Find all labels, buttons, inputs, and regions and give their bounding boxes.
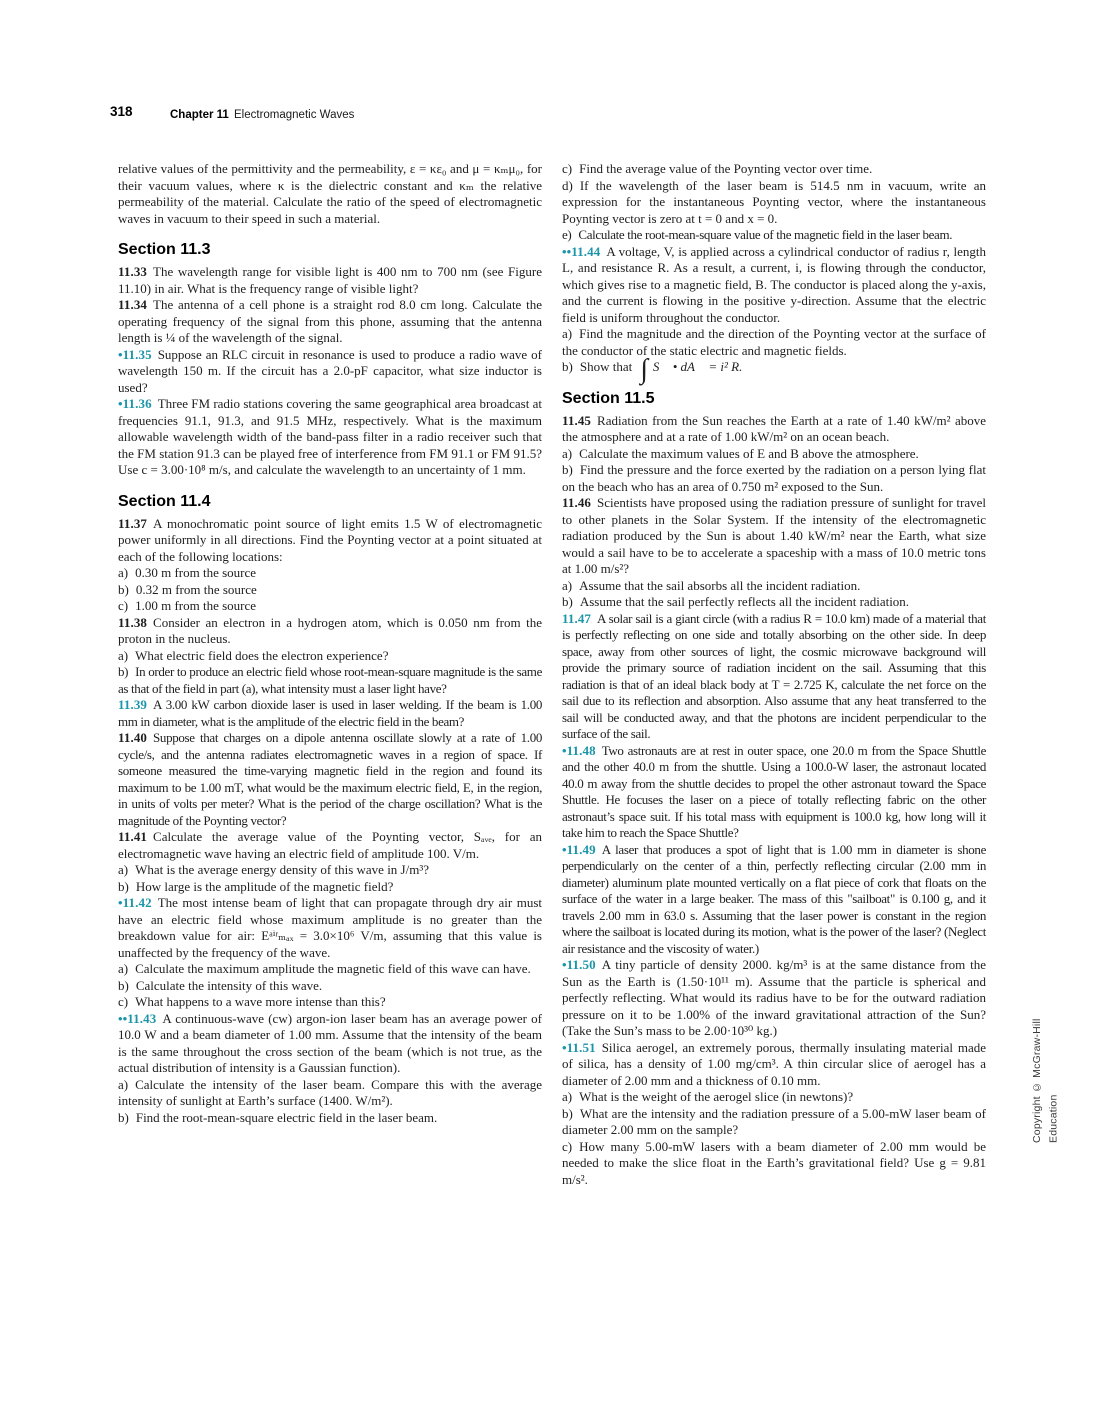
problem-number: •11.51 bbox=[562, 1039, 596, 1055]
problem-text: The antenna of a cell phone is a straight rod 8.0 cm long. Calculate the operating frequency of the signal from this phone, assuming that the antenna length is ¼ of the wavelength of the signal. bbox=[118, 297, 542, 345]
part-item bbox=[118, 1077, 542, 1110]
part-label: c) bbox=[118, 598, 129, 613]
part-label: a) bbox=[562, 1089, 573, 1104]
part-text: Assume that the sail absorbs all the incident radiation. bbox=[579, 577, 861, 593]
problem-text: A solar sail is a giant circle (with a radius R = 10.0 km) made of a material that is perfectly reflecting on one side and totally absorbing on the other side. In deep space, away from other sources of light, the cosmic microwave background will provide the primary source of radiation incident on the sail. Assuming that this radiation is that of an ideal black body at T = 2.725 K, calculate the net force on the sail due to its reflection and absorption. Also assume that any heat transferred to the sail will be conducted away, and that the photons are incident perpendicular to the surface of the sail. bbox=[562, 610, 986, 741]
problem-11.46 bbox=[562, 495, 986, 578]
part-item bbox=[118, 978, 542, 995]
problem-text: Scientists have proposed using the radiation pressure of sunlight for travel to other planets in the Solar System. If the intensity of the electromagnetic radiation produced by the Sun is about 1.40 kW/m² near the Earth, what size would a sail have to be to accelerate a spaceship with a mass of 10.0 metric tons at 1.00 m/s²? bbox=[562, 495, 986, 576]
part-text: Find the root-mean-square electric field in the laser beam. bbox=[135, 1109, 438, 1125]
problem-number: •11.42 bbox=[118, 895, 152, 910]
problem-number: 11.37 bbox=[118, 515, 148, 531]
part-item bbox=[118, 994, 542, 1011]
part-label: c) bbox=[118, 994, 129, 1009]
problem-11.45 bbox=[562, 413, 986, 446]
page-number: 318 bbox=[110, 104, 133, 119]
problem-11.50 bbox=[562, 957, 986, 1040]
part-label: b) bbox=[118, 664, 129, 679]
part-text: Find the pressure and the force exerted by the radiation on a person lying flat on the beach who has an area of 0.750 m² exposed to the Sun. bbox=[562, 462, 986, 494]
part-label: a) bbox=[118, 862, 129, 877]
problem-number: 11.47 bbox=[562, 610, 592, 626]
part-text: What happens to a wave more intense than this? bbox=[135, 994, 386, 1009]
problem-text: Consider an electron in a hydrogen atom, which is 0.050 nm from the proton in the nucleus. bbox=[118, 614, 542, 646]
problem-text: A tiny particle of density 2000. kg/m³ is at the same distance from the Sun as the Earth is (1.50·10¹¹ m). Assume that the particle is spherical and perfectly reflecting. What would its radius have to be for the outward radiation pressure on it to be 1.00% of the inward gravitational attraction of the Sun? (Take the Sun’s mass to be 2.00·10³⁰ kg.) bbox=[562, 957, 986, 1038]
part-label: c) bbox=[562, 161, 573, 176]
part-label: d) bbox=[562, 177, 573, 193]
formula-expression: S⃗ • dA⃗ = i² R. bbox=[652, 359, 743, 374]
problem-11.33 bbox=[118, 264, 542, 297]
problem-text: Calculate the average value of the Poynting vector, Sₐᵥₑ, for an electromagnetic wave having an electric field of amplitude 100. V/m. bbox=[118, 829, 542, 861]
part-item bbox=[118, 565, 542, 582]
part-label: b) bbox=[562, 359, 573, 374]
problem-text: Suppose that charges on a dipole antenna oscillate slowly at a rate of 1.00 cycle/s, and the antenna radiates electromagnetic waves in a region of space. If someone measured the time-varying magnetic field in the region and found its maximum to be 1.00 mT, what would be the maximum electric field, E, in the region, in units of volts per meter? What is the period of the charge oscillation? What is the magnitude of the Poynting vector? bbox=[118, 730, 542, 828]
problem-number: 11.38 bbox=[118, 614, 148, 630]
part-label: e) bbox=[562, 227, 572, 242]
part-text: 0.30 m from the source bbox=[135, 565, 257, 580]
part-text: How many 5.00-mW lasers with a beam diameter of 2.00 mm would be needed to make the slice float in the Earth’s gravitational field? Use g = 9.81 m/s². bbox=[562, 1138, 986, 1187]
part-item bbox=[562, 462, 986, 495]
problem-text: Two astronauts are at rest in outer space, one 20.0 m from the Space Shuttle and the other 40.0 m from the shuttle. Using a 100.0-W laser, the astronaut located 40.0 m away from the shuttle decides to propel the other astronaut toward the Space Shuttle. He focuses the laser on a piece of totally reflecting fabric on the other astronaut’s space suit. If his total mass with equipment is 100.0 kg, how long will it take him to reach the Space Shuttle? bbox=[562, 742, 986, 840]
left-column bbox=[118, 161, 542, 1126]
chapter-title: Electromagnetic Waves bbox=[234, 109, 355, 121]
part-item bbox=[562, 178, 986, 228]
problem-number: 11.33 bbox=[118, 264, 148, 279]
part-label: a) bbox=[562, 577, 573, 593]
problem-text: A monochromatic point source of light emits 1.5 W of electromagnetic power uniformly in all directions. Find the Poynting vector at a point situated at each of the following locations: bbox=[118, 515, 542, 564]
problem-number: 11.46 bbox=[562, 495, 592, 510]
problem-11.39 bbox=[118, 697, 542, 730]
part-item bbox=[562, 594, 986, 611]
problem-number: ••11.43 bbox=[118, 1010, 157, 1026]
part-text: What is the weight of the aerogel slice (in newtons)? bbox=[579, 1089, 854, 1104]
problem-number: 11.39 bbox=[118, 697, 148, 712]
part-item bbox=[562, 326, 986, 359]
part-text: 1.00 m from the source bbox=[135, 598, 257, 613]
problem-11.47 bbox=[562, 611, 986, 743]
section-heading: Section 11.3 bbox=[118, 241, 211, 258]
problem-number: •11.50 bbox=[562, 957, 596, 972]
problem-text: A continuous-wave (cw) argon-ion laser beam has an average power of 10.0 W and a beam diameter of 1.00 mm. Assume that the intensity of the beam is the same throughout the cross section of the beam (which is not true, as the actual distribution of intensity is a Gaussian function). bbox=[118, 1010, 542, 1075]
problem-11.34 bbox=[118, 297, 542, 347]
problem-11.51 bbox=[562, 1040, 986, 1090]
part-label: b) bbox=[562, 1105, 573, 1121]
part-label: b) bbox=[118, 878, 129, 894]
part-label: a) bbox=[562, 326, 573, 341]
problem-11.44 bbox=[562, 244, 986, 327]
problem-11.41 bbox=[118, 829, 542, 862]
part-text: 0.32 m from the source bbox=[135, 581, 257, 597]
part-label: b) bbox=[562, 594, 573, 609]
part-item bbox=[562, 161, 986, 178]
section-heading: Section 11.5 bbox=[562, 389, 655, 407]
chapter-label: Chapter 11 bbox=[170, 109, 229, 121]
part-item-formula bbox=[562, 354, 986, 385]
problem-number: 11.45 bbox=[562, 412, 592, 428]
part-text: Calculate the maximum amplitude the magnetic field of this wave can have. bbox=[135, 961, 531, 976]
part-text: Calculate the intensity of the laser beam. Compare this with the average intensity of sunlight at Earth’s surface (1400. W/m²). bbox=[118, 1076, 542, 1108]
part-item bbox=[562, 1106, 986, 1139]
part-label: a) bbox=[118, 961, 129, 976]
part-label: a) bbox=[118, 647, 129, 663]
problem-11.43 bbox=[118, 1011, 542, 1077]
problem-11.37 bbox=[118, 516, 542, 566]
part-text: What is the average energy density of this wave in J/m³? bbox=[135, 862, 430, 877]
problem-number: 11.40 bbox=[118, 730, 148, 745]
part-item bbox=[118, 961, 542, 978]
problem-text: A laser that produces a spot of light that is 1.00 mm in diameter is shone perpendicularly on the center of a thin, perfectly reflecting circular (2.00 mm in diameter) aluminum plate mounted vertically on a flat piece of cork that floats on the surface of the water in a large beaker. The mass of this "sailboat" is 0.100 g, and it travels 2.00 mm in 63.0 s. Assuming that the laser power is constant in the region where the sailboat is located during its motion, what is the power of the laser? (Neglect air resistance and the viscosity of water.) bbox=[562, 841, 986, 956]
problem-11.35 bbox=[118, 347, 542, 397]
problem-text: Radiation from the Sun reaches the Earth at a rate of 1.40 kW/m² above the atmosphere and at a rate of 1.00 kW/m² on an ocean beach. bbox=[562, 412, 986, 444]
part-label: a) bbox=[118, 1076, 129, 1092]
part-label: b) bbox=[118, 1109, 129, 1125]
section-heading: Section 11.4 bbox=[118, 492, 211, 510]
problem-11.49 bbox=[562, 842, 986, 958]
part-label: c) bbox=[562, 1138, 573, 1154]
problem-number: •11.36 bbox=[118, 396, 152, 411]
integral-sign: ∫ bbox=[640, 354, 648, 385]
part-item bbox=[562, 227, 986, 244]
problem-text: A 3.00 kW carbon dioxide laser is used in laser welding. If the beam is 1.00 mm in diameter, what is the amplitude of the electric field in the beam? bbox=[118, 697, 542, 729]
part-text: Assume that the sail perfectly reflects all the incident radiation. bbox=[579, 594, 910, 609]
part-item bbox=[118, 879, 542, 896]
problem-11.48 bbox=[562, 743, 986, 842]
part-text: Find the magnitude and the direction of the Poynting vector at the surface of the conductor of the static electric and magnetic fields. bbox=[562, 326, 986, 358]
problem-11.38 bbox=[118, 615, 542, 648]
problem-number: 11.34 bbox=[118, 297, 148, 312]
part-item bbox=[562, 1089, 986, 1106]
formula-lead: Show that bbox=[579, 359, 633, 374]
problem-text: Suppose an RLC circuit in resonance is used to produce a radio wave of wavelength 150 m. If the circuit has a 2.0-pF capacitor, what size inductor is used? bbox=[118, 346, 542, 395]
part-item bbox=[562, 1139, 986, 1189]
part-item bbox=[118, 648, 542, 665]
problem-text: A voltage, V, is applied across a cylindrical conductor of radius r, length L, and resistance R. As a result, a current, i, is flowing through the conductor, which gives rise to a magnetic field, B. The conductor is placed along the y-axis, and the current is flowing in the positive y-direction. Assume that the electric field is uniform throughout the conductor. bbox=[562, 243, 986, 325]
part-item bbox=[118, 862, 542, 879]
problem-number: •11.49 bbox=[562, 841, 596, 857]
part-text: What electric field does the electron experience? bbox=[135, 647, 389, 663]
part-label: a) bbox=[562, 445, 573, 461]
problem-number: ••11.44 bbox=[562, 243, 601, 259]
part-item bbox=[562, 446, 986, 463]
problem-text: The wavelength range for visible light is 400 nm to 700 nm (see Figure 11.10) in air. What is the frequency range of visible light? bbox=[118, 264, 542, 296]
part-item bbox=[118, 664, 542, 697]
part-item bbox=[118, 1110, 542, 1127]
part-text: Calculate the root-mean-square value of the magnetic field in the laser beam. bbox=[578, 227, 953, 242]
copyright-notice: Copyright © McGraw-Hill Education bbox=[1031, 1018, 1060, 1143]
part-text: How large is the amplitude of the magnetic field? bbox=[135, 878, 394, 894]
problem-11.42 bbox=[118, 895, 542, 961]
part-item bbox=[562, 578, 986, 595]
part-label: b) bbox=[562, 462, 573, 477]
problem-text: The most intense beam of light that can propagate through dry air must have an electric field whose maximum amplitude is no greater than the breakdown value for air: Eᵃⁱʳₘₐₓ = 3.0×10⁶ V/m, assuming that this value is unaffected by the frequency of the wave. bbox=[118, 895, 542, 960]
part-label: b) bbox=[118, 977, 129, 993]
problem-text: Silica aerogel, an extremely porous, thermally insulating material made of silica, has a density of 1.00 mg/cm³. A thin circular slice of aerogel has a diameter of 2.00 mm and a thickness of 0.10 mm. bbox=[562, 1039, 986, 1088]
problem-number: 11.41 bbox=[118, 829, 148, 844]
part-label: b) bbox=[118, 581, 129, 597]
problem-number: •11.35 bbox=[118, 346, 152, 362]
part-text: Find the average value of the Poynting vector over time. bbox=[579, 161, 873, 176]
paragraph: relative values of the permittivity and the permeability, ε = κε₀ and μ = κₘμ₀, for their vacuum values, where κ is the dielectric constant and κₘ the relative permeability of the material. Calculate the ratio of the speed of electromagnetic waves in vacuum to their speed in such a material. bbox=[118, 161, 542, 226]
part-text: If the wavelength of the laser beam is 514.5 nm in vacuum, write an expression for the instantaneous Poynting vector, where the instantaneous Poynting vector is zero at t = 0 and x = 0. bbox=[562, 177, 986, 226]
part-text: Calculate the maximum values of E and B above the atmosphere. bbox=[579, 445, 919, 461]
problem-11.40 bbox=[118, 730, 542, 829]
part-text: Calculate the intensity of this wave. bbox=[135, 977, 323, 993]
part-text: In order to produce an electric field whose root-mean-square magnitude is the same as that of the field in part (a), what intensity must a laser light have? bbox=[118, 664, 542, 696]
part-item bbox=[118, 598, 542, 615]
part-text: What are the intensity and the radiation pressure of a 5.00-mW laser beam of diameter 2.00 mm on the sample? bbox=[562, 1105, 986, 1137]
problem-text: Three FM radio stations covering the same geographical area broadcast at frequencies 91.1, 91.3, and 91.5 MHz, respectively. What is the maximum allowable wavelength width of the band-pass filter in a radio receiver such that the FM station 91.3 can be played free of interference from FM 91.1 or FM 91.5? Use c = 3.00·10⁸ m/s, and calculate the wavelength to an uncertainty of 1 mm. bbox=[118, 396, 542, 477]
part-label: a) bbox=[118, 565, 129, 580]
right-column bbox=[562, 161, 986, 1188]
problem-11.36 bbox=[118, 396, 542, 479]
problem-number: •11.48 bbox=[562, 742, 596, 758]
part-item bbox=[118, 582, 542, 599]
